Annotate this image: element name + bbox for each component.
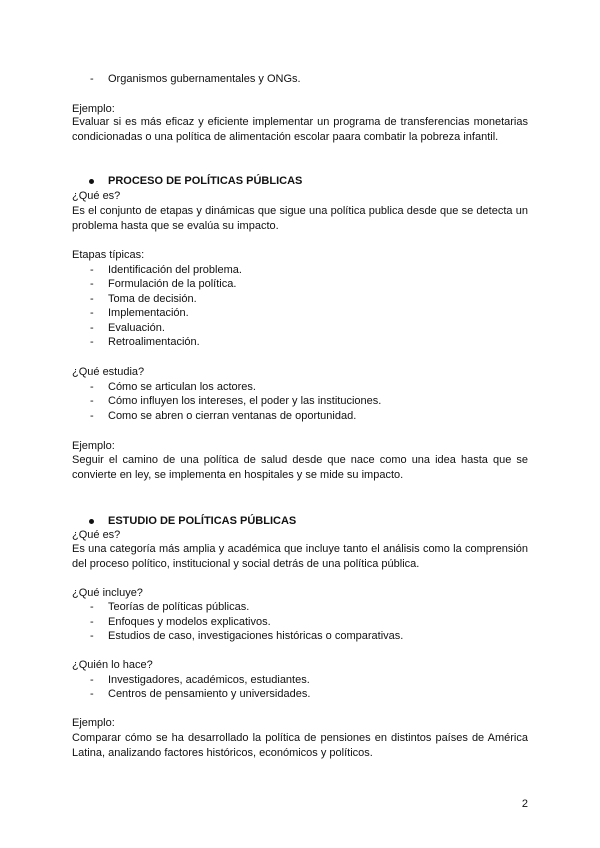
example-text: Seguir el camino de una política de salud desde que nace como una idea hasta que se convierte en ley, se implementa en hospitales y se mide su impacto. (72, 454, 528, 481)
list-item: Evaluación. (108, 322, 165, 334)
list-dash: - (90, 264, 94, 276)
list-item: Estudios de caso, investigaciones históricas o comparativas. (108, 630, 404, 642)
list-item: Toma de decisión. (108, 293, 197, 305)
list-item: Retroalimentación. (108, 336, 200, 348)
list-dash: - (90, 630, 94, 642)
section-heading-estudio: ESTUDIO DE POLÍTICAS PÚBLICAS (108, 515, 297, 527)
quien-label: ¿Quién lo hace? (72, 659, 153, 671)
list-dash: - (90, 674, 94, 686)
example-label: Ejemplo: (72, 717, 115, 729)
list-item: Identificación del problema. (108, 264, 242, 276)
etapas-label: Etapas típicas: (72, 249, 145, 261)
list-item: Organismos gubernamentales y ONGs. (108, 73, 301, 85)
example-label: Ejemplo: (72, 103, 115, 115)
page-number: 2 (521, 798, 528, 810)
list-item: Como se abren o cierran ventanas de oportunidad. (108, 410, 357, 422)
list-dash: - (90, 336, 94, 348)
list-item: Centros de pensamiento y universidades. (108, 688, 311, 700)
list-item: Cómo se articulan los actores. (108, 381, 256, 393)
list-item: Formulación de la política. (108, 278, 237, 290)
section-heading-proceso: PROCESO DE POLÍTICAS PÚBLICAS (108, 175, 303, 187)
list-dash: - (90, 381, 94, 393)
list-dash: - (90, 616, 94, 628)
example-text: Comparar cómo se ha desarrollado la política de pensiones en distintos países de América Latina, analizando factores históricos, económicos y políticos. (72, 732, 528, 759)
list-dash: - (90, 395, 94, 407)
example-label: Ejemplo: (72, 440, 115, 452)
list-dash: - (90, 688, 94, 700)
estudia-label: ¿Qué estudia? (72, 366, 145, 378)
list-dash: - (90, 293, 94, 305)
list-dash: - (90, 601, 94, 613)
list-item: Investigadores, académicos, estudiantes. (108, 674, 310, 686)
list-item: Enfoques y modelos explicativos. (108, 616, 271, 628)
list-dash: - (90, 410, 94, 422)
example-text: Evaluar si es más eficaz y eficiente implementar un programa de transferencias monetarias condicionadas o una política de alimentación escolar paara combatir la pobreza infantil. (72, 116, 528, 143)
list-item: Implementación. (108, 307, 189, 319)
list-item: Teorías de políticas públicas. (108, 601, 250, 613)
list-dash: - (90, 73, 94, 85)
que-es-text: Es el conjunto de etapas y dinámicas que sigue una política publica desde que se detecta un problema hasta que se evalúa su impacto. (72, 205, 528, 232)
que-es-text: Es una categoría más amplia y académica que incluye tanto el análisis como la comprensión del proceso político, institucional y social detrás de una política pública. (72, 543, 528, 570)
bullet-icon (89, 179, 94, 184)
list-dash: - (90, 307, 94, 319)
que-es-label: ¿Qué es? (72, 529, 121, 541)
incluye-label: ¿Qué incluye? (72, 587, 143, 599)
que-es-label: ¿Qué es? (72, 190, 121, 202)
list-dash: - (90, 278, 94, 290)
bullet-icon (89, 519, 94, 524)
list-item: Cómo influyen los intereses, el poder y las instituciones. (108, 395, 382, 407)
list-dash: - (90, 322, 94, 334)
